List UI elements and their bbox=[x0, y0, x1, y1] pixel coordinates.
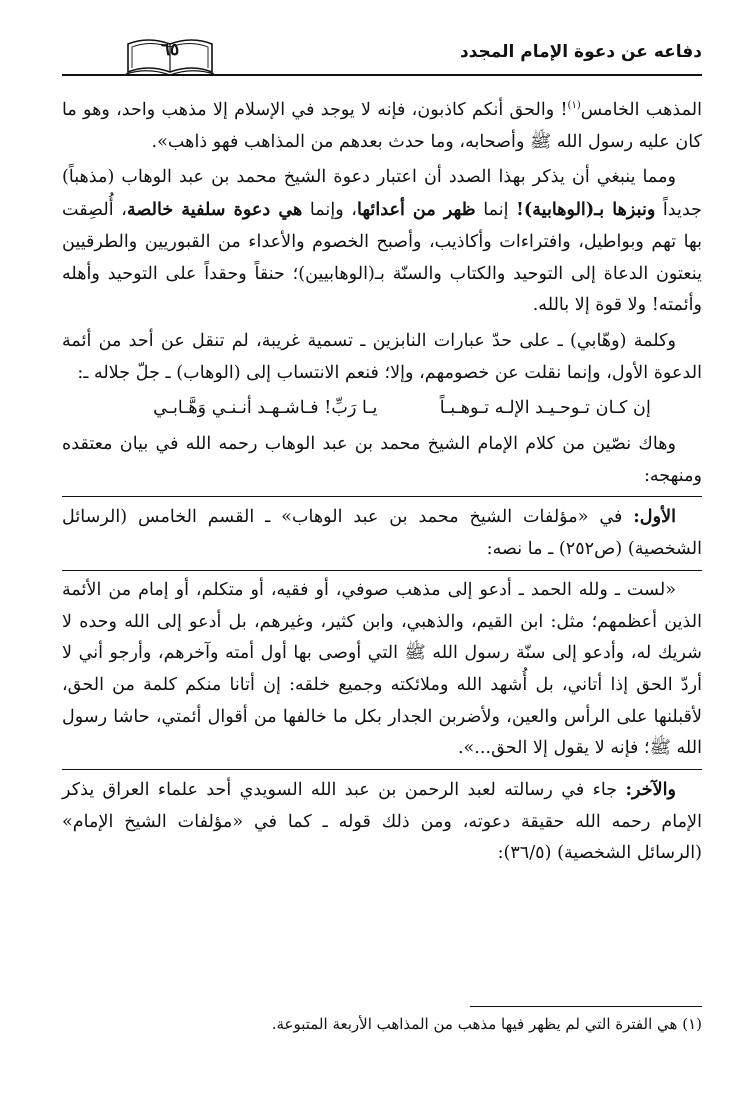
paragraph-5 bbox=[62, 501, 702, 565]
paragraph-text: المذهب الخامس bbox=[580, 100, 702, 120]
book-ornament-icon bbox=[124, 34, 216, 76]
bold-phrase: ونبزها بـ(الوهابية)! bbox=[516, 199, 656, 221]
section-rule bbox=[62, 496, 702, 497]
footnote-marker: (١) bbox=[682, 1015, 702, 1033]
page-header bbox=[62, 28, 702, 78]
bold-phrase: الأول: bbox=[633, 506, 676, 528]
paragraph-text: ، أُلصِقت بها تهم وبواطيل، وافتراءات وأكاذيب، وأصبح الخصوم والأعداء من القبوريين والطرقيين ينعتون الدعاة إلى التوحيد والكتاب والسنّة بـ(الوهابيين)؛ حنقاً وحقداً على التوحيد وأهله وأئمته! ولا قوة إلا بالله. bbox=[62, 200, 702, 316]
verse-first-hemistich: إن كـان تـوحـيـد الإلـه تـوهـبـاً bbox=[439, 398, 651, 419]
poem-verse bbox=[62, 393, 702, 425]
paragraph-2 bbox=[62, 162, 702, 322]
paragraph-text: جاء في رسالته لعبد الرحمن بن عبد الله السويدي أحد علماء العراق يذكر الإمام رحمه الله حقيقة دعوته، ومن ذلك قوله ـ كما في «مؤلفات الشيخ الإمام» (الرسائل الشخصية) (٣٦/٥): bbox=[62, 780, 702, 864]
paragraph-text: ومما ينبغي أن يذكر بهذا الصدد أن اعتبار دعوة الشيخ محمد بن عبد الوهاب (مذهباً) جديداً bbox=[62, 167, 703, 221]
paragraph-4: وهاك نصّين من كلام الإمام الشيخ محمد بن عبد الوهاب رحمه الله في بيان معتقده ومنهجه: bbox=[62, 434, 702, 486]
running-title: دفاعه عن دعوة الإمام المجدد bbox=[459, 42, 702, 62]
section-rule bbox=[62, 769, 702, 770]
footnote bbox=[62, 1012, 702, 1036]
header-rule bbox=[62, 74, 702, 76]
section-rule bbox=[62, 570, 702, 571]
paragraph-text: ، وإنما bbox=[309, 200, 357, 221]
quote-paragraph: «لست ـ ولله الحمد ـ أدعو إلى مذهب صوفي، أو فقيه، أو متكلم، أو إمام من الأئمة الذين أعظمهم؛ مثل: ابن القيم، والذهبي، وابن كثير، وغيرهم، بل أدعو إلى الله وحده لا شريك له، وأدعو إلى سنّة رسول الله ﷺ التي أوصى بها أول أمته وآخرهم، وأرجو أني لا أردّ الحق إذا أتاني، بل أُشهد الله وملائكته وجميع خلقه: إن أتانا منكم كلمة من الحق، لأقبلنها على الرأس والعين، ولأضربن الجدار بكل ما خالفها من أقوال أئمتي، حاشا رسول الله ﷺ؛ فإنه لا يقول إلا الحق...». bbox=[62, 579, 702, 759]
footnote-ref: (١) bbox=[567, 100, 581, 112]
bold-phrase: والآخر: bbox=[625, 779, 676, 801]
footnote-rule bbox=[470, 1006, 702, 1007]
paragraph-1 bbox=[62, 95, 702, 158]
bold-phrase: هي دعوة سلفية خالصة bbox=[126, 199, 303, 221]
paragraph-text: إنما bbox=[483, 200, 509, 221]
footnote-text: هي الفترة التي لم يظهر فيها مذهب من المذاهب الأربعة المتبوعة. bbox=[271, 1015, 678, 1033]
verse-second-hemistich: يـا رَبِّ! فـاشـهـد أنـنـي وَهَّـابـي bbox=[153, 398, 378, 419]
paragraph-7 bbox=[62, 774, 702, 870]
paragraph-3: وكلمة (وهّابي) ـ على حدّ عبارات النابزين ـ تسمية غريبة، لم تنقل عن أحد من أئمة الدعوة الأول، وإنما نقلت عن خصومهم، وإلا؛ فنعم الانتساب إلى (الوهاب) ـ جلّ جلاله ـ: bbox=[62, 330, 702, 383]
bold-phrase: ظهر من أعدائها bbox=[356, 199, 476, 221]
paragraph-text: ! والحق أنكم كاذبون، فإنه لا يوجد في الإسلام إلا مذهب واحد، وهو ما كان عليه رسول الله ﷺ وأصحابه، وما حدث بعدهم من المذاهب فهو ذاهب». bbox=[62, 100, 702, 152]
paragraph-text: في «مؤلفات الشيخ محمد بن عبد الوهاب» ـ القسم الخامس (الرسائل الشخصية) (ص٢٥٢) ـ ما نصه: bbox=[62, 507, 702, 560]
page-number: ٦٥ bbox=[160, 40, 180, 60]
main-text bbox=[62, 95, 702, 874]
